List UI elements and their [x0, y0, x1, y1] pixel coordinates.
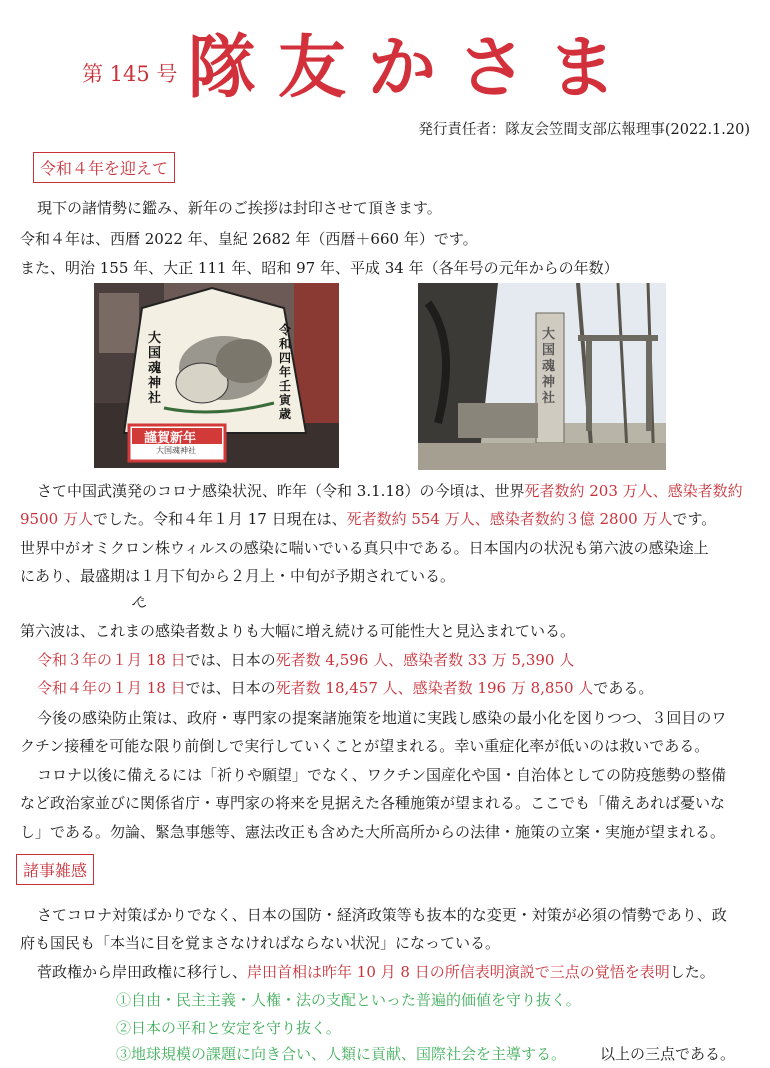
paragraph-line: 令和４年は、西暦 2022 年、皇紀 2682 年（西暦＋660 年）です。	[20, 230, 478, 248]
handwritten-insert: で	[128, 592, 152, 616]
world-death-stat: 死者数約 203 万人、感染者数約	[524, 482, 743, 500]
resolution-point-1: ①自由・民主主義・人権・法の支配といった普遍的価値を守り抜く。	[116, 991, 581, 1009]
covid-text: でした。令和４年１月 17 日現在は、	[92, 510, 347, 528]
resolution-point-2: ②日本の平和と安定を守り抜く。	[116, 1019, 341, 1037]
stat-text: では、日本の	[185, 679, 276, 697]
paragraph-line: また、明治 155 年、大正 111 年、昭和 97 年、平成 34 年（各年号の元年からの年数）	[20, 259, 619, 277]
world-infection-stat: 9500 万人	[20, 510, 93, 528]
stat-values: 死者数 18,457 人、感染者数 196 万 8,850 人	[275, 679, 594, 697]
closing-text: 以上の三点である。	[600, 1045, 736, 1063]
stat-date: 令和４年の１月 18 日	[37, 679, 186, 697]
paragraph-line: 今後の感染防止策は、政府・専門家の提案諸施策を地道に実践し感染の最小化を図りつつ、３回目のワ	[37, 709, 727, 727]
paragraph-line: 府も国民も「本当に目を覚まさなければならない状況」になっている。	[20, 934, 501, 952]
ema-photo	[94, 283, 339, 468]
publisher-line: 発行責任者：隊友会笠間支部広報理事(2022.1.20)	[418, 122, 750, 138]
stone-monument-text: 大国魂神社	[542, 327, 556, 406]
section-title-misc: 諸事雑感	[16, 854, 94, 885]
covid-line-2	[20, 512, 716, 527]
resolution-line-3	[116, 1047, 735, 1062]
stat-values: 死者数 4,596 人、感染者数 33 万 5,390 人	[275, 651, 575, 669]
paragraph-line: コロナ以後に備えるには「祈りや願望」でなく、ワクチン国産化や国・自治体としての防疫態勢の整備	[37, 766, 726, 784]
ema-shrine-name: 大国魂神社	[148, 331, 162, 406]
stat-line-2021	[37, 653, 574, 668]
stat-text: では、日本の	[185, 651, 276, 669]
paragraph-text: した。	[669, 963, 715, 981]
paragraph-line: クチン接種を可能な限り前倒しで実行していくことが望まれる。幸い重症化率が低いのは救いである。	[20, 737, 710, 755]
ema-greeting: 謹賀新年	[144, 431, 197, 446]
stat-date: 令和３年の１月 18 日	[37, 651, 186, 669]
stat-line-2022	[37, 681, 653, 696]
paragraph-line: 第六波は、これまの感染者数よりも大幅に増え続ける可能性大と見込まれている。	[20, 622, 576, 640]
newsletter-title: 隊友かさま	[188, 28, 639, 108]
ema-vertical-text: 令和四年壬寅歳	[279, 323, 292, 421]
shrine-photo	[418, 283, 666, 470]
covid-text: です。	[672, 510, 717, 528]
resolution-point-3: ③地球規模の課題に向き合い、人類に貢献、国際社会を主導する。	[116, 1045, 567, 1063]
paragraph-line: にあり、最盛期は１月下旬から２月上・中旬が予期されている。	[20, 567, 456, 585]
paragraph-line: など政治家並びに関係省庁・専門家の将来を見据えた各種施策が望まれる。ここでも「備えあれば憂いな	[20, 794, 726, 812]
section-title-new-year: 令和４年を迎えて	[33, 152, 175, 183]
current-world-stat: 死者数約 554 万人、感染者数約３億 2800 万人	[346, 510, 673, 528]
stat-text: である。	[593, 679, 654, 697]
issue-number: 第 145 号	[82, 62, 178, 86]
pm-statement: 岸田首相は昨年 10 月 8 日の所信表明演説で三点の覚悟を表明	[247, 963, 670, 981]
ema-greeting-sub: 大国魂神社	[156, 446, 196, 455]
covid-text: さて中国武漢発のコロナ感染状況、昨年（令和 3.1.18）の今頃は、世界	[37, 482, 525, 500]
paragraph-line	[37, 965, 715, 980]
paragraph-text: 菅政権から岸田政権に移行し、	[37, 963, 248, 981]
covid-line-1	[37, 484, 743, 499]
paragraph-line: 世界中がオミクロン株ウィルスの感染に喘いでいる真只中である。日本国内の状況も第六波の感染途上	[20, 539, 709, 557]
paragraph-line: 現下の諸情勢に鑑み、新年のご挨拶は封印させて頂きます。	[37, 199, 442, 217]
paragraph-line: し」である。勿論、緊急事態等、憲法改正も含めた大所高所からの法律・施策の立案・実施が望まれる。	[20, 823, 726, 841]
paragraph-line: さてコロナ対策ばかりでなく、日本の国防・経済政策等も抜本的な変更・対策が必須の情勢であり、政	[37, 906, 727, 924]
ema-illustration	[94, 283, 339, 468]
